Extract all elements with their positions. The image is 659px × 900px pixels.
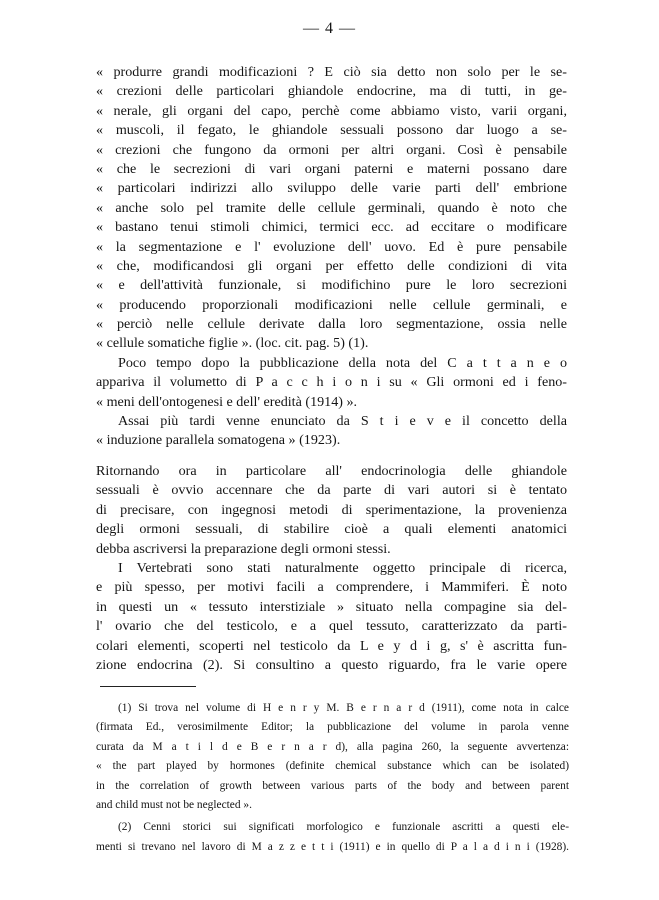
footnote-line: and child must not be neglected ». xyxy=(96,798,252,811)
footnote-line: (2) Cenni storici sui significati morfologico e funzionale ascritti a questi ele- xyxy=(118,821,569,834)
footnote-line: in the correlation of growth between various parts of the body and between parent xyxy=(96,779,569,792)
footnote-line: menti si trevano nel lavoro di M a z z e t t i (1911) e in quello di P a l a d i n i (1928). xyxy=(96,840,569,853)
text-line: « perciò nelle cellule derivate dalla loro segmentazione, ossia nelle xyxy=(96,316,567,333)
text-line: « crezioni delle particolari ghiandole endocrine, ma di tutti, in ge- xyxy=(96,83,567,100)
text-line: « producendo proporzionali modificazioni nelle cellule germinali, e xyxy=(96,296,567,313)
text-line: Poco tempo dopo la pubblicazione della nota del C a t t a n e o xyxy=(118,354,567,371)
text-line: colari elementi, scoperti nel testicolo da L e y d i g, s' è ascritta fun- xyxy=(96,637,567,654)
footnote-line: « the part played by hormones (definite chemical substance which can be isolated) xyxy=(96,760,569,773)
text-line: « particolari indirizzi allo sviluppo delle varie parti dell' embrione xyxy=(96,180,567,197)
footnote-divider xyxy=(100,686,196,687)
text-line: l' ovario che del testicolo, e a quel tessuto, caratterizzato da parti- xyxy=(96,618,567,635)
text-line: zione endocrina (2). Si consultino a questo riguardo, fra le varie opere xyxy=(96,656,567,673)
main-text-section-1 xyxy=(96,63,567,451)
text-line: Ritornando ora in particolare all' endocrinologia delle ghiandole xyxy=(96,463,567,479)
text-line: appariva il volumetto di P a c c h i o n i su « Gli ormoni ed i feno- xyxy=(96,374,567,391)
text-line: Assai più tardi venne enunciato da S t i e v e il concetto della xyxy=(118,413,567,430)
text-line: « nerale, gli organi del capo, perchè come abbiamo visto, varii organi, xyxy=(96,102,567,119)
text-line: sessuali è ovvio accennare che da parte di vari autori si è tentato xyxy=(96,482,567,499)
text-line: « la segmentazione e l' evoluzione dell' uovo. Ed è pure pensabile xyxy=(96,238,567,255)
text-line: « meni dell'ontogenesi e dell' eredità (1914) ». xyxy=(96,393,358,410)
footnote-line: curata da M a t i l d e B e r n a r d), alla pagina 260, la seguente avvertenza: xyxy=(96,740,569,753)
text-line: « e dell'attività funzionale, si modifichino pure le loro secrezioni xyxy=(96,277,567,294)
text-line: « produrre grandi modificazioni ? E ciò sia detto non solo per le se- xyxy=(96,64,567,80)
text-line: « bastano tenui stimoli chimici, termici ecc. ad eccitare o modificare xyxy=(96,219,567,236)
footnotes xyxy=(96,700,569,858)
main-text-section-2 xyxy=(96,462,567,675)
text-line: e più spesso, per motivi facili a comprendere, i Mammiferi. È noto xyxy=(96,579,567,596)
text-line: « crezioni che fungono da ormoni per altri organi. Così è pensabile xyxy=(96,141,567,158)
text-line: « che le secrezioni di vari organi paterni e materni possano dare xyxy=(96,160,567,177)
footnote-line: (firmata Ed., verosimilmente Editor; la pubblicazione del volume in parola venne xyxy=(96,721,569,734)
text-line: degli ormoni sessuali, di stabilire cioè a quali elementi anatomici xyxy=(96,521,567,538)
page-number: — 4 — xyxy=(303,20,356,37)
text-line: « anche solo pel tramite delle cellule germinali, quando è noto che xyxy=(96,199,567,216)
text-line: « muscoli, il fegato, le ghiandole sessuali possono dar luogo a se- xyxy=(96,122,567,139)
text-line: « cellule somatiche figlie ». (loc. cit. pag. 5) (1). xyxy=(96,335,369,352)
footnote-line: (1) Si trova nel volume di H e n r y M. B e r n a r d (1911), come nota in calce xyxy=(118,702,569,714)
text-line: I Vertebrati sono stati naturalmente oggetto principale di ricerca, xyxy=(118,559,567,576)
text-line: debba ascriversi la preparazione degli ormoni stessi. xyxy=(96,540,391,557)
text-line: in questi un « tessuto interstiziale » situato nella compagine sia del- xyxy=(96,598,567,615)
text-line: « che, modificandosi gli organi per effetto delle condizioni di vita xyxy=(96,257,567,274)
text-line: di precisare, con ingegnosi metodi di sperimentazione, la provenienza xyxy=(96,501,567,518)
text-line: « induzione parallela somatogena » (1923). xyxy=(96,432,341,449)
